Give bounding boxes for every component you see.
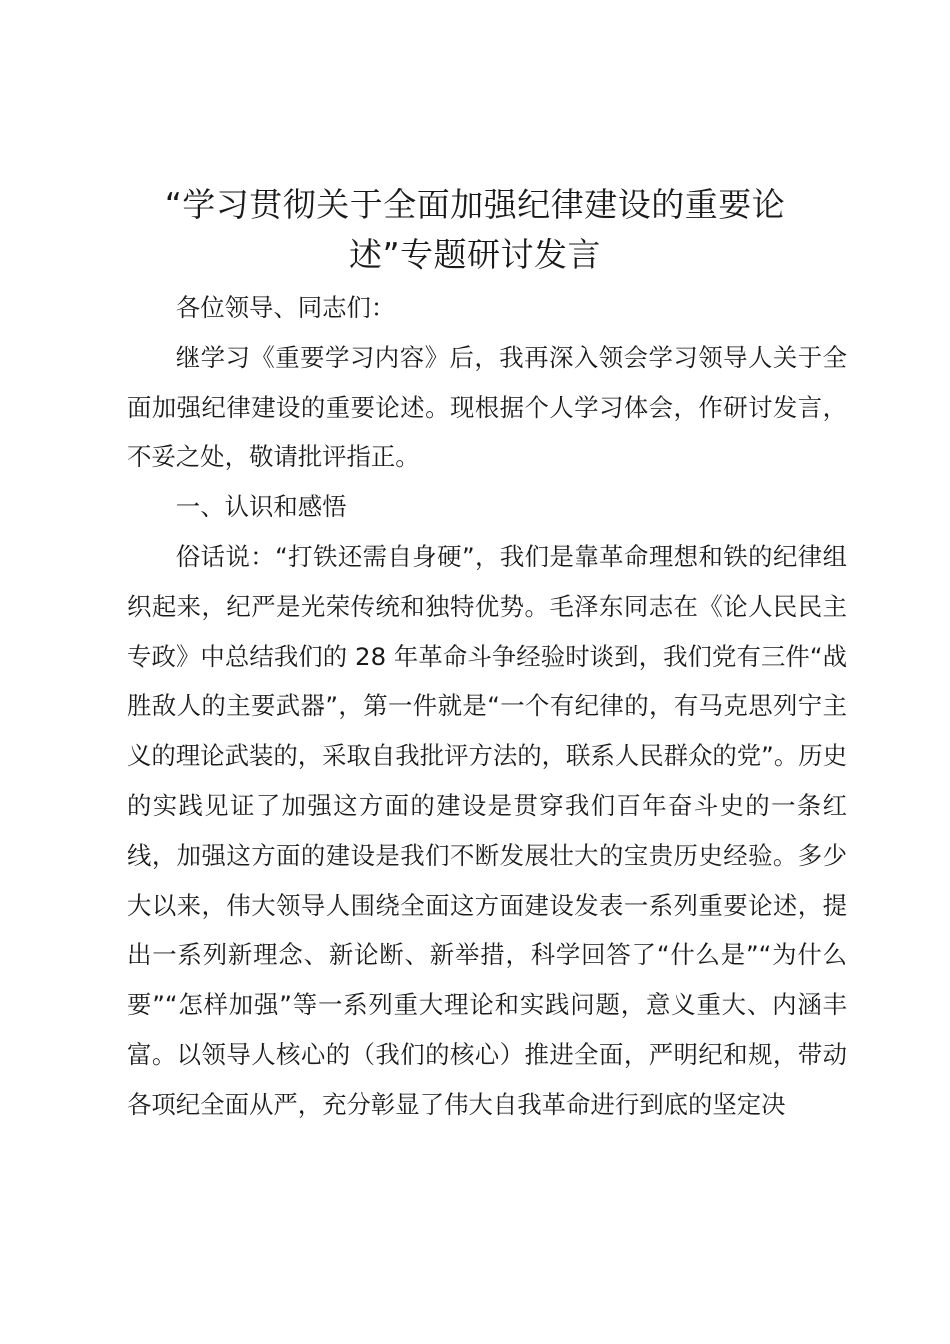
document-title [120, 180, 830, 280]
intro-paragraph: 继学习《重要学习内容》后，我再深入领会学习领导人关于全面加强纪律建设的重要论述。现根据个人学习体会，作研讨发言，不妥之处，敬请批评指正。 [127, 342, 847, 472]
salutation: 各位领导、同志们： [175, 293, 396, 322]
section-heading: 一、认识和感悟 [175, 492, 347, 522]
title-line-2: 述”专题研讨发言 [348, 235, 602, 274]
section-paragraph: 俗话说：“打铁还需自身硬”，我们是靠革命理想和铁的纪律组织起来，纪严是光荣传统和独特优势。毛泽东同志在《论人民民主专政》中总结我们的 28 年革命斗争经验时谈到，我们党有三件“战胜敌人的主要武器”，第一件就是“一个有纪律的，有马克思列宁主义的理论武装的，采取自我批评方法的，联系人民群众的党”。历史的实践见证了加强这方面的建设是贯穿我们百年奋斗史的一条红线，加强这方面的建设是我们不断发展壮大的宝贵历史经验。多少大以来，伟大领导人围绕全面这方面建设发表一系列重要论述，提出一系列新理念、新论断、新举措，科学回答了“什么是”“为什么要”“怎样加强”等一系列重大理论和实践问题，意义重大、内涵丰富。以领导人核心的（我们的核心）推进全面，严明纪和规，带动各项纪全面从严，充分彰显了伟大自我革命进行到底的坚定决 [127, 541, 847, 1119]
title-line-1: “学习贯彻关于全面加强纪律建设的重要论 [164, 185, 786, 224]
document-body [127, 283, 847, 1130]
